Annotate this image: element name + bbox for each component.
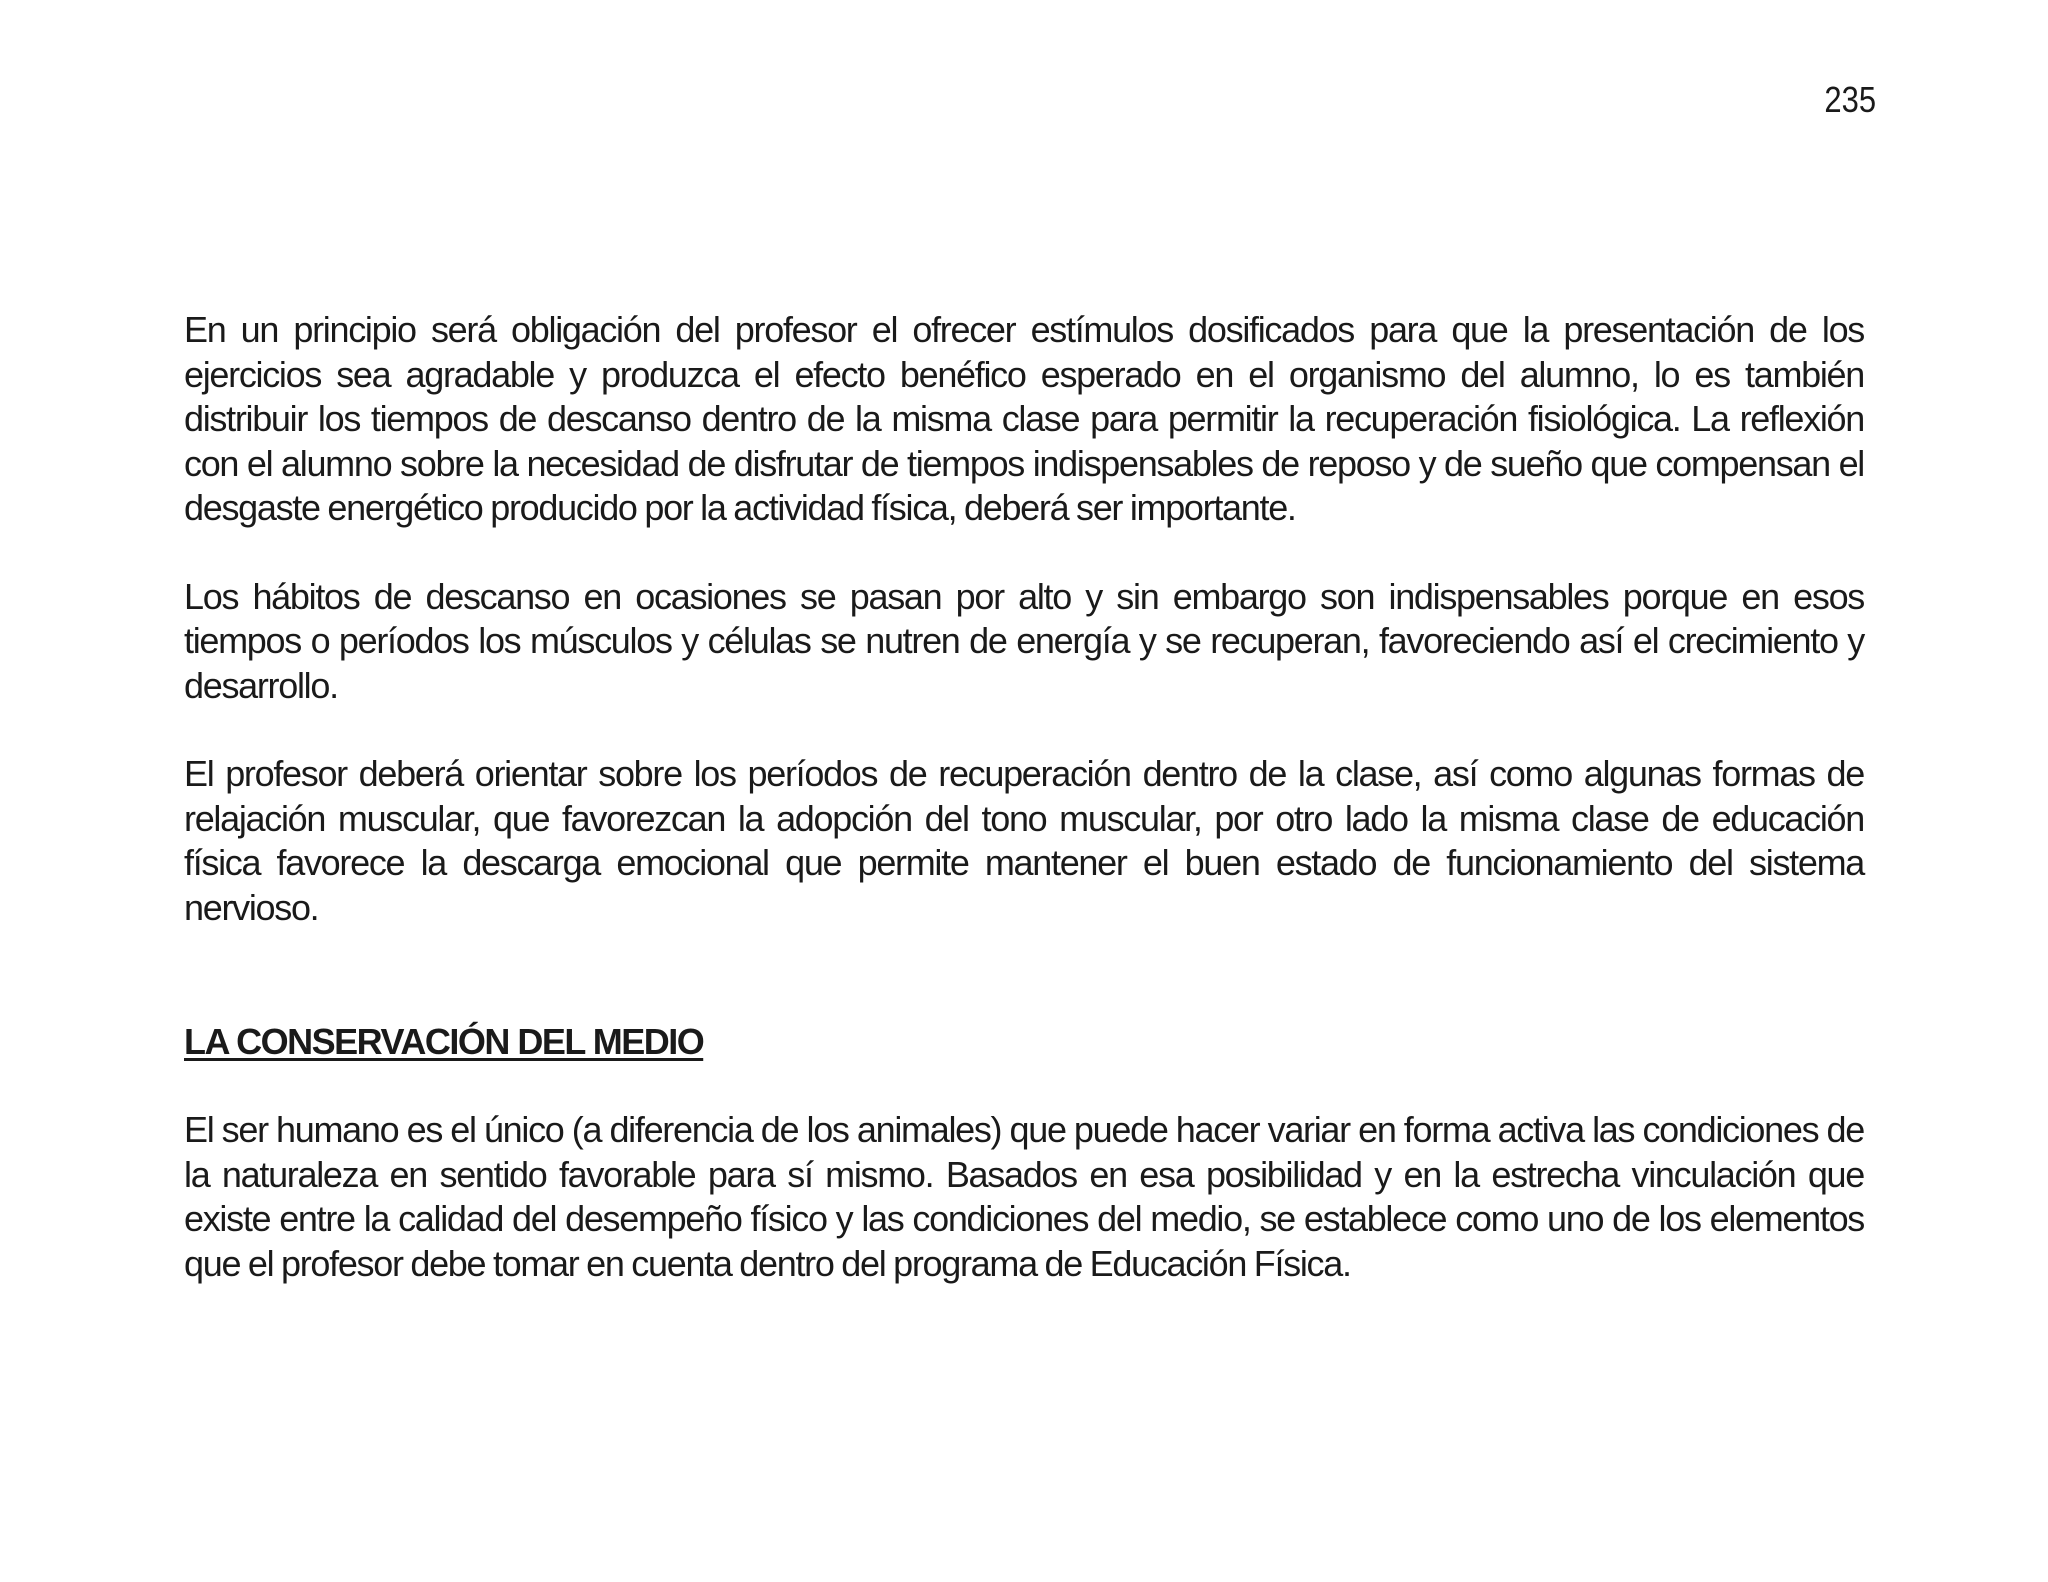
paragraph-environment: El ser humano es el único (a diferencia de los animales) que puede hacer variar en forma activa las condiciones de la naturaleza en sentido favorable para sí mismo. Basados en esa posibilidad y en la estrecha vinculación que existe entre la calidad del desempeño físico y las condiciones del medio, se establece como uno de los elementos que el profesor debe tomar en cuenta dentro del programa de Educación Física.	[184, 1109, 1864, 1284]
section-heading: LA CONSERVACIÓN DEL MEDIO	[184, 1021, 704, 1062]
paragraph-rest-habits: Los hábitos de descanso en ocasiones se pasan por alto y sin embargo son indispensables porque en esos tiempos o períodos los músculos y células se nutren de energía y se recuperan, favoreciendo así el crecimiento y desarrollo.	[184, 575, 1864, 706]
paragraph-recovery-periods: El profesor deberá orientar sobre los períodos de recuperación dentro de la clase, así como algunas formas de relajación muscular, que favorezcan la adopción del tono muscular, por otro lado la misma clase de educación física favorece la descarga emocional que permite mantener el buen estado de funcionamiento del sistema nervioso.	[184, 753, 1864, 928]
page-number: 235	[1824, 79, 1876, 120]
paragraph-rest-intro: En un principio será obligación del profesor el ofrecer estímulos dosificados para que la presentación de los ejercicios sea agradable y produzca el efecto benéfico esperado en el organismo del alumno, lo es también distribuir los tiempos de descanso dentro de la misma clase para permitir la recuperación fisiológica. La reflexión con el alumno sobre la necesidad de disfrutar de tiempos indispensables de reposo y de sueño que compensan el desgaste energético producido por la actividad física, deberá ser importante.	[184, 309, 1864, 528]
document-body	[184, 308, 1864, 1286]
